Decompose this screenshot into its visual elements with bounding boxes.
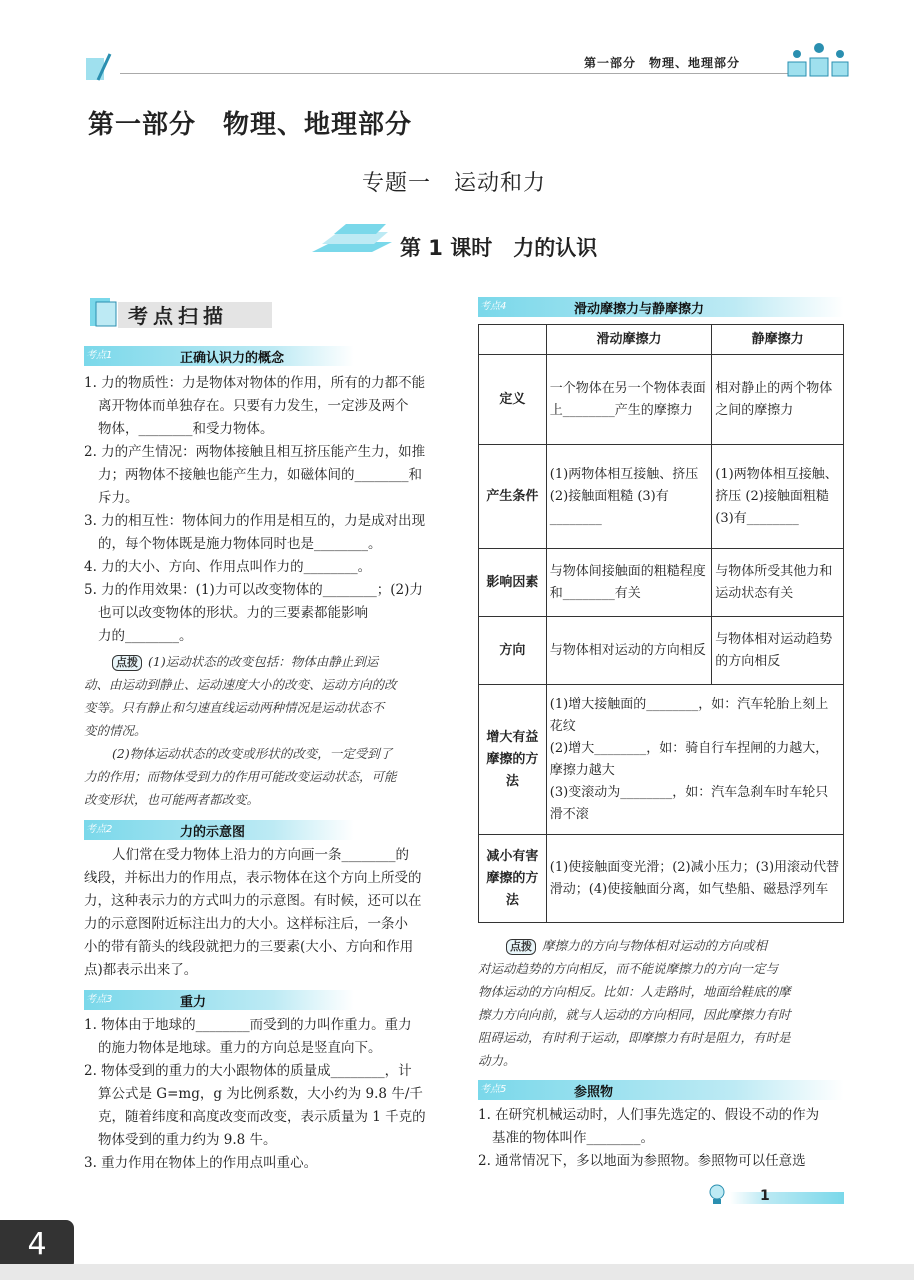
lesson-title: 第 1 课时 力的认识	[400, 236, 598, 260]
section5-body	[478, 1104, 844, 1173]
table-cell: (1)使接触面变光滑；(2)减小压力；(3)用滚动代替滑动；(4)使接触面分离，如气垫船、磁悬浮列车	[546, 835, 843, 923]
text-line: 力；两物体不接触也能产生力，如磁体间的________和	[98, 467, 422, 483]
header-pen-icon	[84, 52, 114, 82]
note-line: 物体运动的方向相反。比如：人走路时，地面给鞋底的摩	[478, 984, 791, 999]
table-cell: (1)两物体相互接触、挤压 (2)接触面粗糙 (3)有________	[712, 445, 844, 549]
cell-line: (3)变滚动为________，如：汽车急刹车时车轮只滑不滚	[549, 784, 829, 822]
section-bar-4	[478, 297, 844, 317]
section-title: 滑动摩擦力与静摩擦力	[574, 302, 705, 317]
text-line: 3. 力的相互性：物体间力的作用是相互的，力是成对出现	[84, 513, 426, 529]
row-header: 减小有害摩擦的方法	[479, 835, 547, 923]
text-line: 基准的物体叫作________。	[492, 1130, 654, 1146]
text-line: 也可以改变物体的形状。力的三要素都能影响	[98, 605, 368, 621]
text-line: 离开物体而单独存在。只要有力发生，一定涉及两个	[98, 398, 409, 414]
text-line: 物体受到的重力约为 9.8 牛。	[98, 1132, 277, 1148]
cell-line: (1)增大接触面的________，如：汽车轮胎上刻上花纹	[549, 696, 829, 734]
bottom-strip	[0, 1264, 914, 1280]
note-line: 变的情况。	[84, 723, 147, 738]
text-line: 的施力物体是地球。重力的方向总是竖直向下。	[98, 1040, 382, 1056]
text-line: 斥力。	[98, 490, 139, 506]
section-tag: 考点2	[86, 824, 113, 835]
section4-note	[478, 934, 844, 1072]
table-cell: 与物体所受其他力和运动状态有关	[712, 549, 844, 617]
note-line: 动力。	[478, 1053, 516, 1068]
section-tag: 考点3	[86, 994, 113, 1005]
note-line: 阻碍运动，有时利于运动，即摩擦力有时是阻力，有时是	[478, 1030, 791, 1045]
section-bar-5	[478, 1080, 844, 1100]
section-tag: 考点5	[480, 1084, 507, 1095]
note-line: 对运动趋势的方向相反，而不能说摩擦力的方向一定与	[478, 961, 779, 976]
text-line: 力，这种表示力的方式叫力的示意图。有时候，还可以在	[84, 893, 422, 909]
text-line: 1. 力的物质性：力是物体对物体的作用，所有的力都不能	[84, 375, 426, 391]
section-title: 重力	[180, 995, 207, 1010]
text-line: 1. 在研究机械运动时，人们事先选定的、假设不动的作为	[478, 1107, 820, 1123]
text-line: 点)都表示出来了。	[84, 962, 198, 978]
table-cell: 相对静止的两个物体之间的摩擦力	[712, 355, 844, 445]
text-line: 小的带有箭头的线段就把力的三要素(大小、方向和作用	[84, 939, 414, 955]
table-row	[479, 325, 844, 355]
section-bar-2	[84, 820, 354, 840]
book-stack-icon	[312, 222, 392, 258]
section-title: 力的示意图	[180, 825, 246, 840]
note-line: 改变形状，也可能两者都改变。	[84, 792, 260, 807]
text-line: 2. 通常情况下，多以地面为参照物。参照物可以任意选	[478, 1153, 806, 1169]
header-plants-icon	[786, 40, 850, 80]
table-corner	[479, 325, 547, 355]
note-badge: 点拨	[506, 939, 536, 955]
page-number: 1	[760, 1188, 770, 1204]
scan-title: 考点扫描	[128, 304, 228, 328]
section-tag: 考点4	[480, 301, 507, 312]
text-line: 人们常在受力物体上沿力的方向画一条________的	[112, 847, 409, 863]
section-title: 参照物	[574, 1085, 614, 1100]
section2-body	[84, 844, 454, 982]
note-line: 动、由运动到静止、运动速度大小的改变、运动方向的改	[84, 677, 397, 692]
text-line: 5. 力的作用效果：(1)力可以改变物体的________；(2)力	[84, 582, 423, 598]
note-line: 变等。只有静止和匀速直线运动两种情况是运动状态不	[84, 700, 385, 715]
table-row	[479, 685, 844, 835]
note-line: (2)物体运动状态的改变或形状的改变，一定受到了	[112, 746, 393, 761]
text-line: 2. 物体受到的重力的大小跟物体的质量成________，计	[84, 1063, 412, 1079]
header-rule	[120, 73, 798, 74]
page-number-bar	[730, 1192, 844, 1204]
table-cell: 与物体相对运动趋势的方向相反	[712, 617, 844, 685]
section3-body	[84, 1014, 454, 1175]
row-header: 增大有益摩擦的方法	[479, 685, 547, 835]
row-header: 定义	[479, 355, 547, 445]
note-line: 摩擦力的方向与物体相对运动的方向或相	[542, 938, 768, 953]
friction-table	[478, 324, 844, 923]
table-row	[479, 617, 844, 685]
table-cell: (1)两物体相互接触、挤压 (2)接触面粗糙 (3)有________	[546, 445, 712, 549]
table-row	[479, 835, 844, 923]
text-line: 的，每个物体既是施力物体同时也是________。	[98, 536, 382, 552]
part-title: 第一部分 物理、地理部分	[88, 110, 413, 140]
section-title: 正确认识力的概念	[180, 351, 285, 366]
note-line: 力的作用；而物体受到力的作用可能改变运动状态，可能	[84, 769, 397, 784]
table-header: 滑动摩擦力	[546, 325, 712, 355]
cell-line: (2)增大________，如：骑自行车捏闸的力越大，摩擦力越大	[549, 740, 829, 778]
bulb-icon	[708, 1184, 726, 1206]
section-bar-3	[84, 990, 354, 1010]
note-line: (1)运动状态的改变包括：物体由静止到运	[148, 654, 379, 669]
section-tag: 考点1	[86, 350, 113, 361]
table-row	[479, 549, 844, 617]
text-line: 2. 力的产生情况：两物体接触且相互挤压能产生力，如推	[84, 444, 426, 460]
section-bar-1	[84, 346, 354, 366]
text-line: 物体，________和受力物体。	[98, 421, 274, 437]
row-header: 方向	[479, 617, 547, 685]
page-counter-badge: 4	[0, 1220, 74, 1270]
table-cell	[546, 685, 843, 835]
topic-title: 专题一 运动和力	[362, 171, 547, 196]
note-badge: 点拨	[112, 655, 142, 671]
text-line: 克，随着纬度和高度改变而改变，表示质量为 1 千克的	[98, 1109, 426, 1125]
table-cell: 与物体相对运动的方向相反	[546, 617, 712, 685]
text-line: 线段，并标出力的作用点，表示物体在这个方向上所受的	[84, 870, 422, 886]
table-cell: 一个物体在另一个物体表面上________产生的摩擦力	[546, 355, 712, 445]
text-line: 3. 重力作用在物体上的作用点叫重心。	[84, 1155, 318, 1171]
text-line: 算公式是 G=mg，g 为比例系数，大小约为 9.8 牛/千	[98, 1086, 423, 1102]
table-row	[479, 445, 844, 549]
text-line: 4. 力的大小、方向、作用点叫作力的________。	[84, 559, 372, 575]
table-cell: 与物体间接触面的粗糙程度和________有关	[546, 549, 712, 617]
section1-body	[84, 372, 454, 648]
text-line: 力的________。	[98, 628, 193, 644]
table-header: 静摩擦力	[712, 325, 844, 355]
row-header: 影响因素	[479, 549, 547, 617]
text-line: 1. 物体由于地球的________而受到的力叫作重力。重力	[84, 1017, 412, 1033]
running-header: 第一部分 物理、地理部分	[584, 56, 741, 70]
table-row	[479, 355, 844, 445]
row-header: 产生条件	[479, 445, 547, 549]
text-line: 力的示意图附近标注出力的大小。这样标注后，一条小	[84, 916, 408, 932]
section1-note	[84, 650, 454, 811]
note-line: 擦力方向向前，就与人运动的方向相同，因此摩擦力有时	[478, 1007, 791, 1022]
